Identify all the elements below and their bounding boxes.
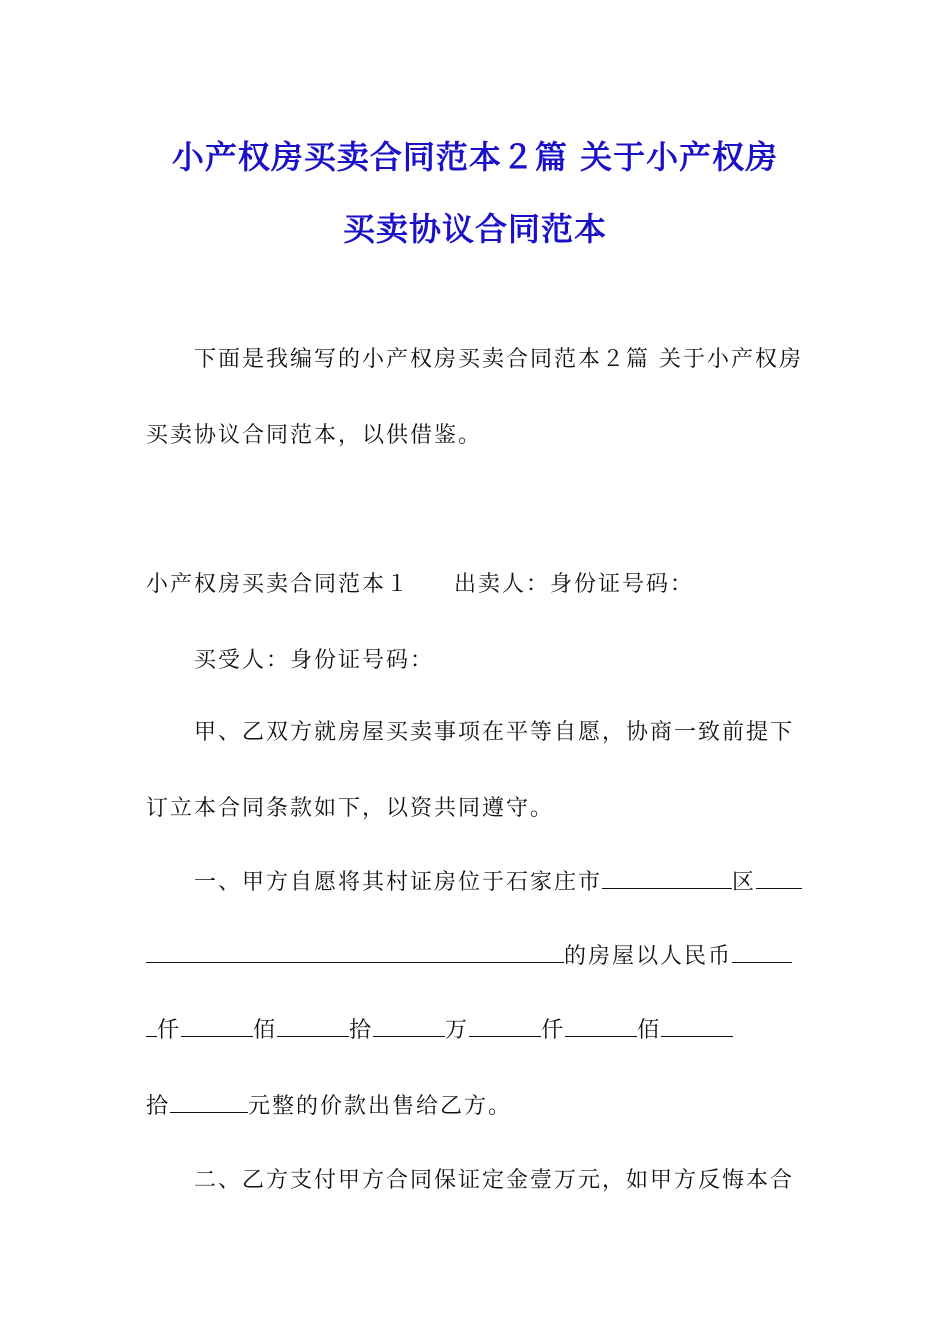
document-title-line-2: 买卖协议合同范本 xyxy=(342,210,607,248)
preamble-line-1: 甲、乙双方就房屋买卖事项在平等自愿，协商一致前提下 xyxy=(194,720,795,745)
unit-wan: 万 xyxy=(445,1018,470,1043)
intro-line-1: 下面是我编写的小产权房买卖合同范本２篇 关于小产权房 xyxy=(194,347,803,372)
city-blank xyxy=(602,868,732,889)
clause-1-text-a: 一、甲方自愿将其村证房位于石家庄市 xyxy=(194,870,603,895)
amount-blank-start xyxy=(732,942,792,963)
district-blank-start xyxy=(756,868,802,889)
clause-1-end: 元整的价款出售给乙方。 xyxy=(248,1094,513,1119)
unit-bai-1: 佰 xyxy=(253,1018,278,1043)
clause-1-line-4 xyxy=(146,1092,806,1122)
blank-shi xyxy=(373,1016,445,1037)
clause-1-line-1 xyxy=(194,868,806,898)
contract-heading: 小产权房买卖合同范本１ xyxy=(146,572,411,597)
clause-2-line-1: 二、乙方支付甲方合同保证定金壹万元，如甲方反悔本合 xyxy=(194,1168,795,1193)
address-blank xyxy=(146,942,564,963)
unit-qian-2: 仟 xyxy=(541,1018,566,1043)
amount-blank-end xyxy=(146,1016,157,1037)
unit-qian-1: 仟 xyxy=(157,1018,182,1043)
preamble-line-2: 订立本合同条款如下，以资共同遵守。 xyxy=(146,796,555,821)
clause-1-line-3 xyxy=(146,1016,806,1046)
seller-id-label: 出卖人：身份证号码： xyxy=(454,572,695,597)
blank-bai xyxy=(277,1016,349,1037)
contract-heading-line xyxy=(146,570,806,600)
blank-bai-2 xyxy=(661,1016,733,1037)
unit-shi-1: 拾 xyxy=(349,1018,374,1043)
intro-line-2: 买卖协议合同范本，以供借鉴。 xyxy=(146,423,483,448)
blank-qian-2 xyxy=(565,1016,637,1037)
unit-bai-2: 佰 xyxy=(637,1018,662,1043)
district-label: 区 xyxy=(732,870,757,895)
unit-shi-2: 拾 xyxy=(146,1094,171,1119)
clause-1-line-2 xyxy=(146,942,806,972)
blank-wan xyxy=(469,1016,541,1037)
buyer-id-label: 买受人：身份证号码： xyxy=(194,648,435,673)
document-title-line-1: 小产权房买卖合同范本２篇 关于小产权房 xyxy=(171,138,779,176)
blank-qian xyxy=(181,1016,253,1037)
clause-1-text-c: 的房屋以人民币 xyxy=(564,944,733,969)
blank-shi-2 xyxy=(170,1092,248,1113)
